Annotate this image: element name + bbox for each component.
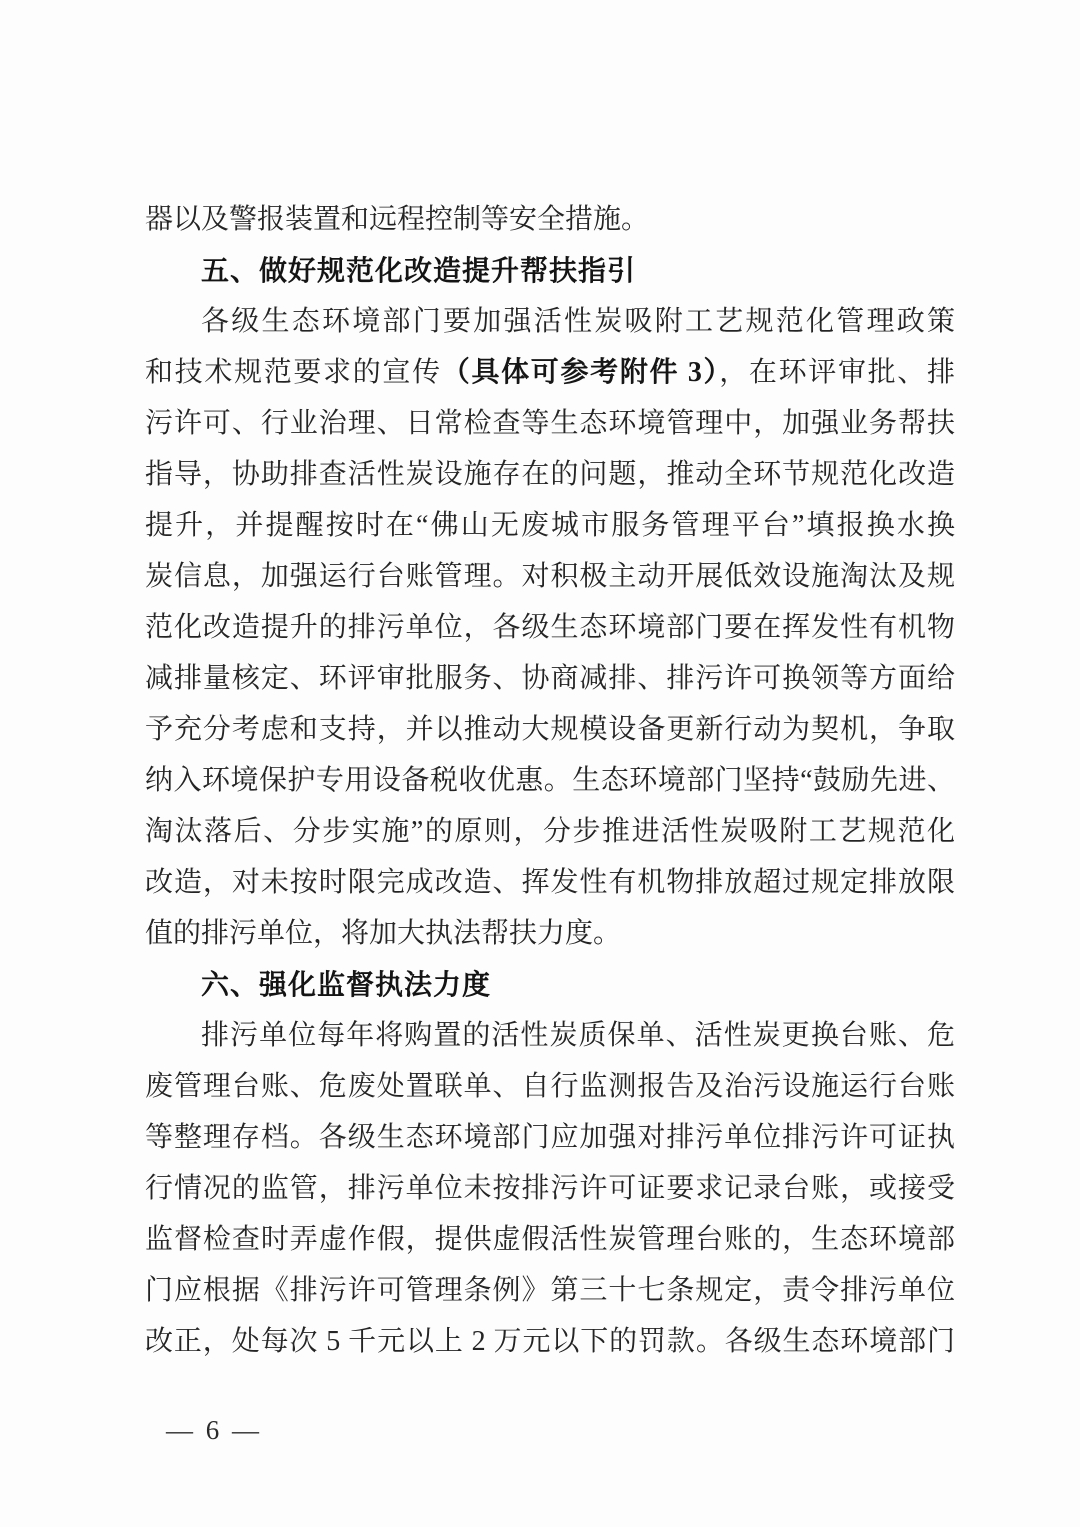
- paragraph-line: 器以及警报装置和远程控制等安全措施。: [145, 204, 650, 235]
- bold-attachment-reference: （具体可参考附件 3）: [441, 357, 720, 388]
- paragraph-line: 予充分考虑和支持，并以推动大规模设备更新行动为契机，争取: [145, 714, 955, 745]
- paragraph-line: 指导，协助排查活性炭设施存在的问题，推动全环节规范化改造: [145, 459, 955, 490]
- page-footer: [166, 1412, 262, 1448]
- line-text-post: ，在环评审批、排: [719, 357, 955, 388]
- paragraph-line: 范化改造提升的排污单位，各级生态环境部门要在挥发性有机物: [145, 612, 955, 643]
- paragraph-line: 炭信息，加强运行台账管理。对积极主动开展低效设施淘汰及规: [145, 561, 955, 592]
- paragraph-line: 行情况的监管，排污单位未按排污许可证要求记录台账，或接受: [145, 1173, 955, 1204]
- paragraph-line: 废管理台账、危废处置联单、自行监测报告及治污设施运行台账: [145, 1071, 955, 1102]
- section-5-heading: 五、做好规范化改造提升帮扶指引: [201, 255, 637, 286]
- page-number: — 6 —: [166, 1415, 262, 1445]
- line-text-pre: 和技术规范要求的宣传: [145, 357, 442, 388]
- paragraph-line: 门应根据《排污许可管理条例》第三十七条规定，责令排污单位: [145, 1275, 955, 1306]
- paragraph-line: 减排量核定、环评审批服务、协商减排、排污许可换领等方面给: [145, 663, 955, 694]
- paragraph-line: 纳入环境保护专用设备税收优惠。生态环境部门坚持“鼓励先进、: [145, 765, 955, 796]
- paragraph-line: 各级生态环境部门要加强活性炭吸附工艺规范化管理政策: [201, 306, 955, 337]
- paragraph-line: 污许可、行业治理、日常检查等生态环境管理中，加强业务帮扶: [145, 408, 955, 439]
- paragraph-line: 等整理存档。各级生态环境部门应加强对排污单位排污许可证执: [145, 1122, 955, 1153]
- document-body: [145, 194, 955, 1367]
- paragraph-line: 淘汰落后、分步实施”的原则，分步推进活性炭吸附工艺规范化: [145, 816, 955, 847]
- paragraph-line: 改正，处每次 5 千元以上 2 万元以下的罚款。各级生态环境部门: [145, 1326, 955, 1357]
- paragraph-line: 改造，对未按时限完成改造、挥发性有机物排放超过规定排放限: [145, 867, 955, 898]
- paragraph-line: 监督检查时弄虚作假，提供虚假活性炭管理台账的，生态环境部: [145, 1224, 955, 1255]
- section-6-heading: 六、强化监督执法力度: [201, 969, 492, 1000]
- paragraph-line: 值的排污单位，将加大执法帮扶力度。: [145, 918, 622, 949]
- paragraph-line: 提升，并提醒按时在“佛山无废城市服务管理平台”填报换水换: [145, 510, 955, 541]
- paragraph-line: [145, 347, 955, 398]
- paragraph-line: 排污单位每年将购置的活性炭质保单、活性炭更换台账、危: [201, 1020, 955, 1051]
